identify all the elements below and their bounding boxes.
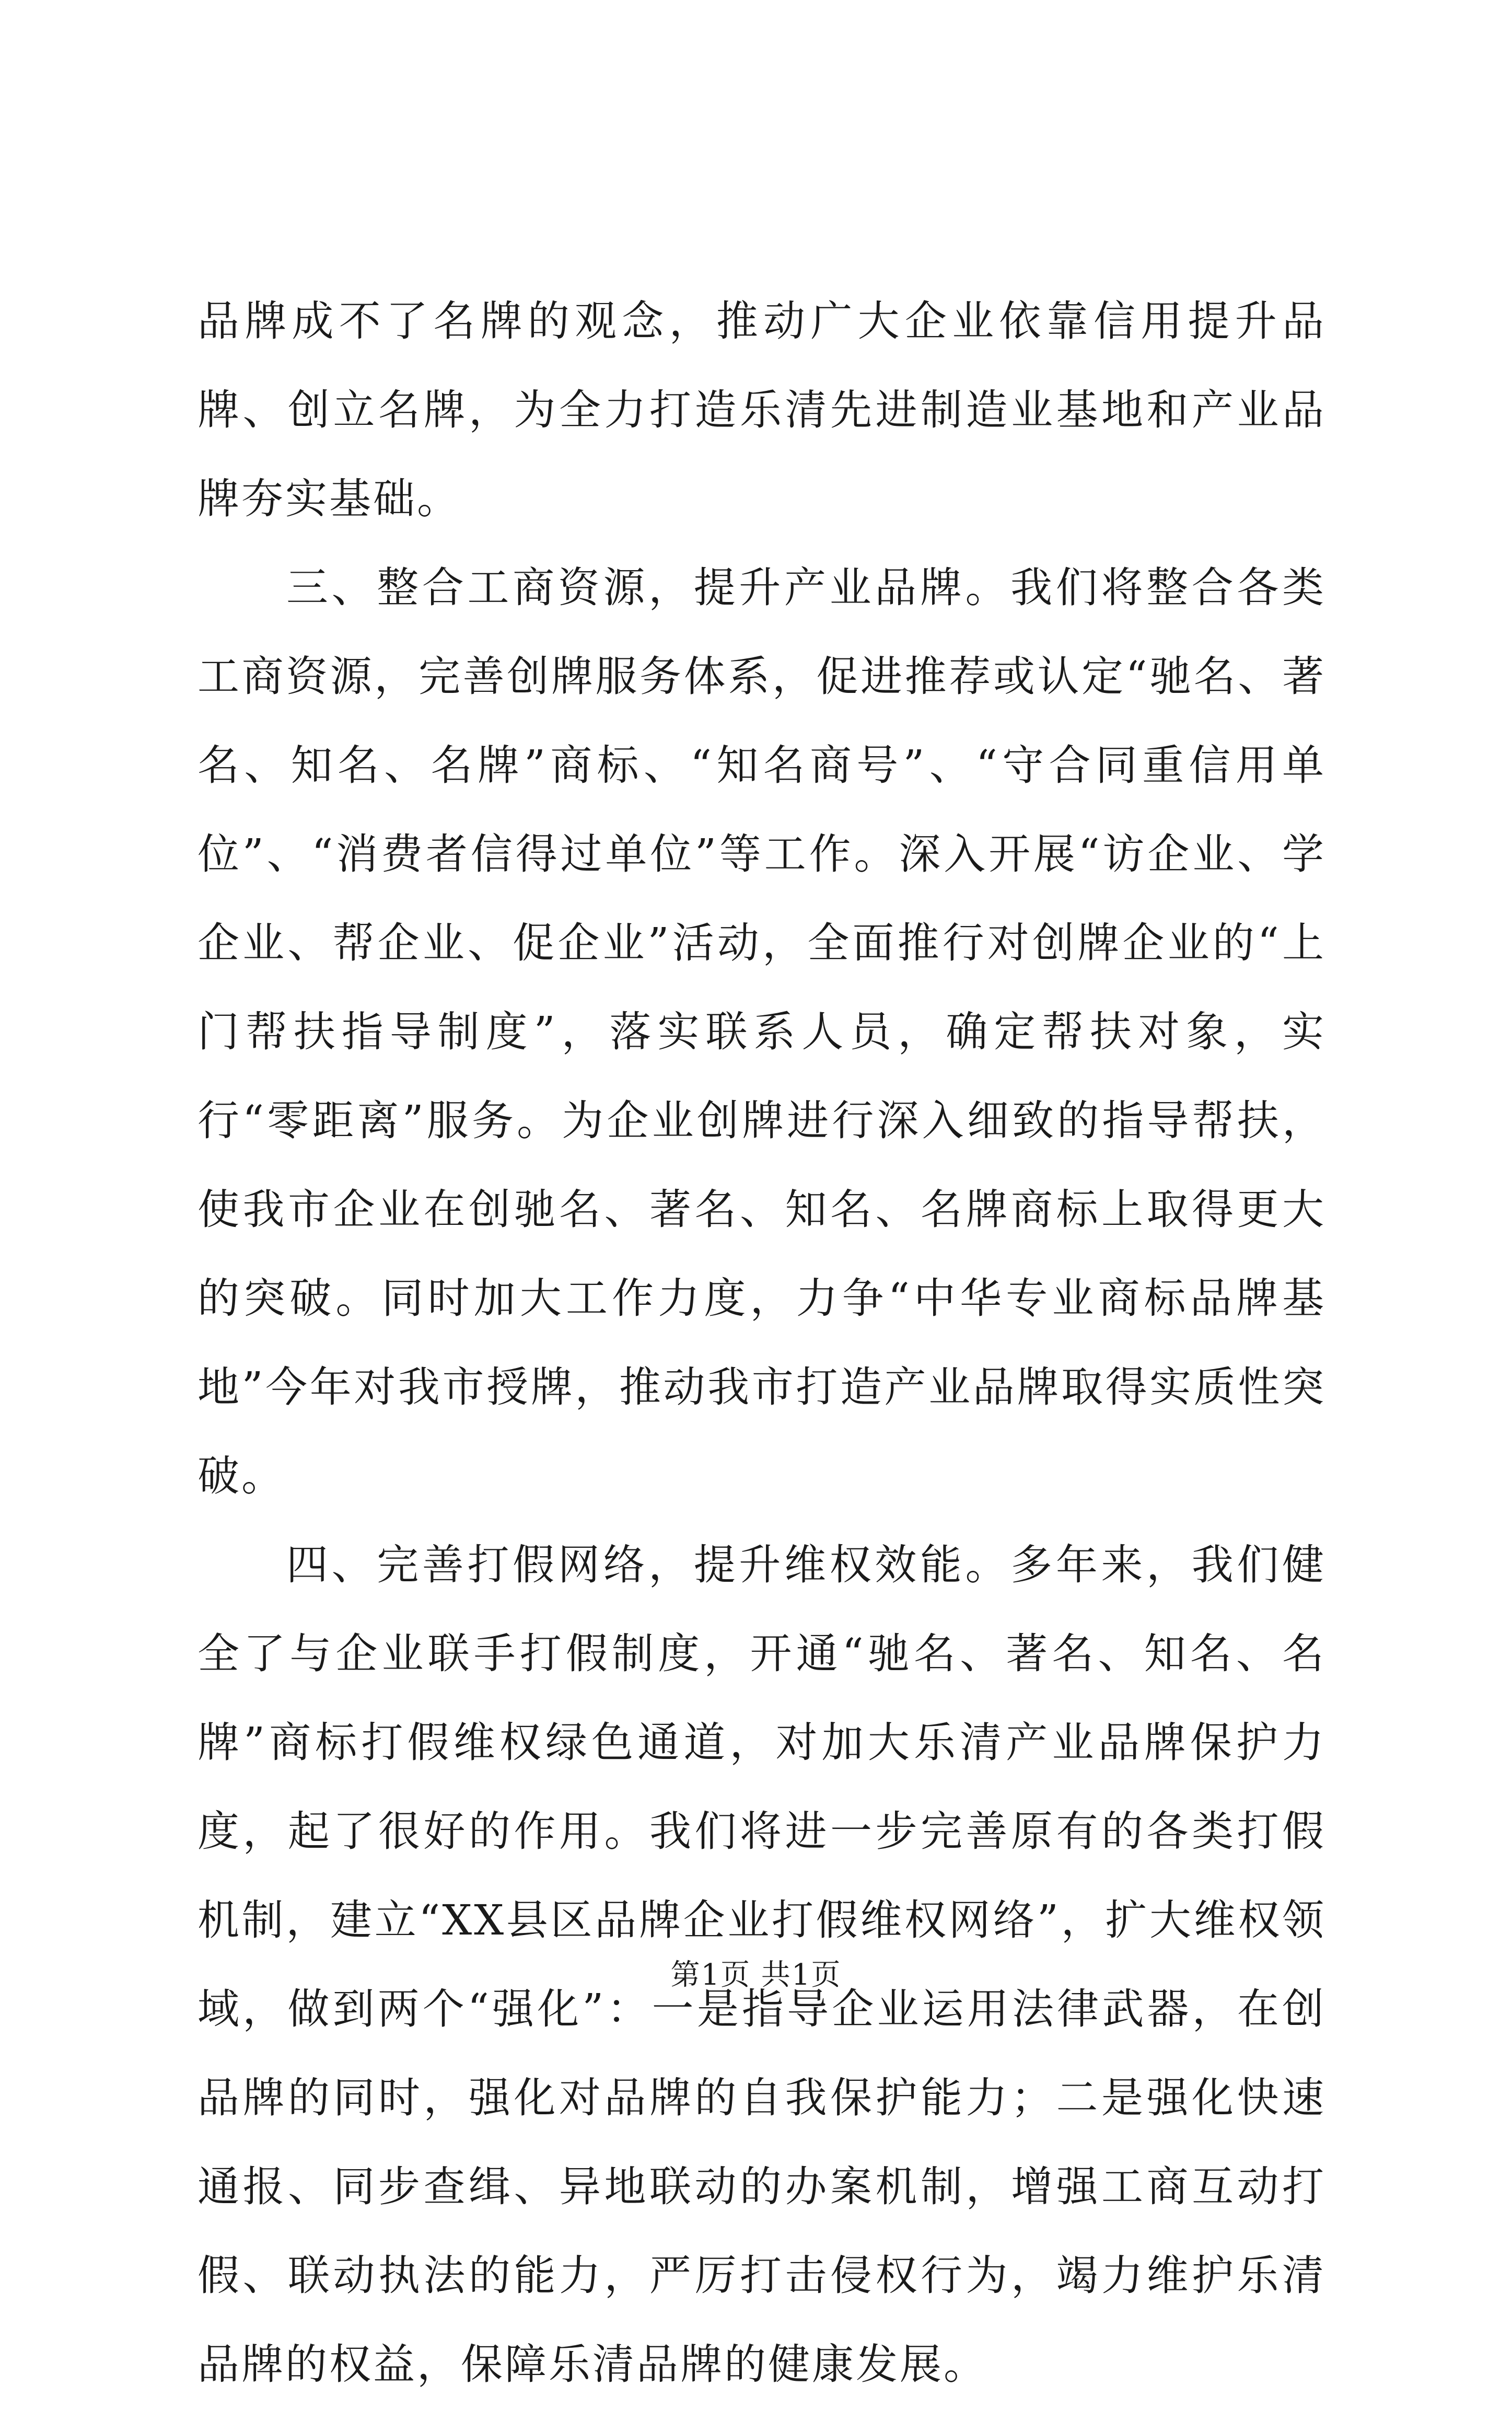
paragraph-section-three: 三、整合工商资源，提升产业品牌。我们将整合各类工商资源，完善创牌服务体系，促进推荐或认定“驰名、著名、知名、名牌”商标、“知名商号”、“守合同重信用单位”、“消费者信得过单位”等工作。深入开展“访企业、学企业、帮企业、促企业”活动，全面推行对创牌企业的“上门帮扶指导制度”，落实联系人员，确定帮扶对象，实行“零距离”服务。为企业创牌进行深入细致的指导帮扶，使我市企业在创驰名、著名、知名、名牌商标上取得更大的突破。同时加大工作力度，力争“中华专业商标品牌基地”今年对我市授牌，推动我市打造产业品牌取得实质性突破。 — [197, 563, 1326, 1500]
paragraph-continuation: 品牌成不了名牌的观念，推动广大企业依靠信用提升品牌、创立名牌，为全力打造乐清先进制造业基地和产业品牌夯实基础。 — [197, 297, 1326, 523]
document-body — [197, 277, 1326, 2409]
paragraph-section-four: 四、完善打假网络，提升维权效能。多年来，我们健全了与企业联手打假制度，开通“驰名、著名、知名、名牌”商标打假维权绿色通道，对加大乐清产业品牌保护力度，起了很好的作用。我们将进一步完善原有的各类打假机制，建立“XX县区品牌企业打假维权网络”，扩大维权领域，做到两个“强化”：一是指导企业运用法律武器，在创品牌的同时，强化对品牌的自我保护能力；二是强化快速通报、同步查缉、异地联动的办案机制，增强工商互动打假、联动执法的能力，严厉打击侵权行为，竭力维护乐清品牌的权益，保障乐清品牌的健康发展。 — [197, 1541, 1326, 2389]
page-number-footer: 第1页 共1页 — [670, 1958, 842, 1992]
